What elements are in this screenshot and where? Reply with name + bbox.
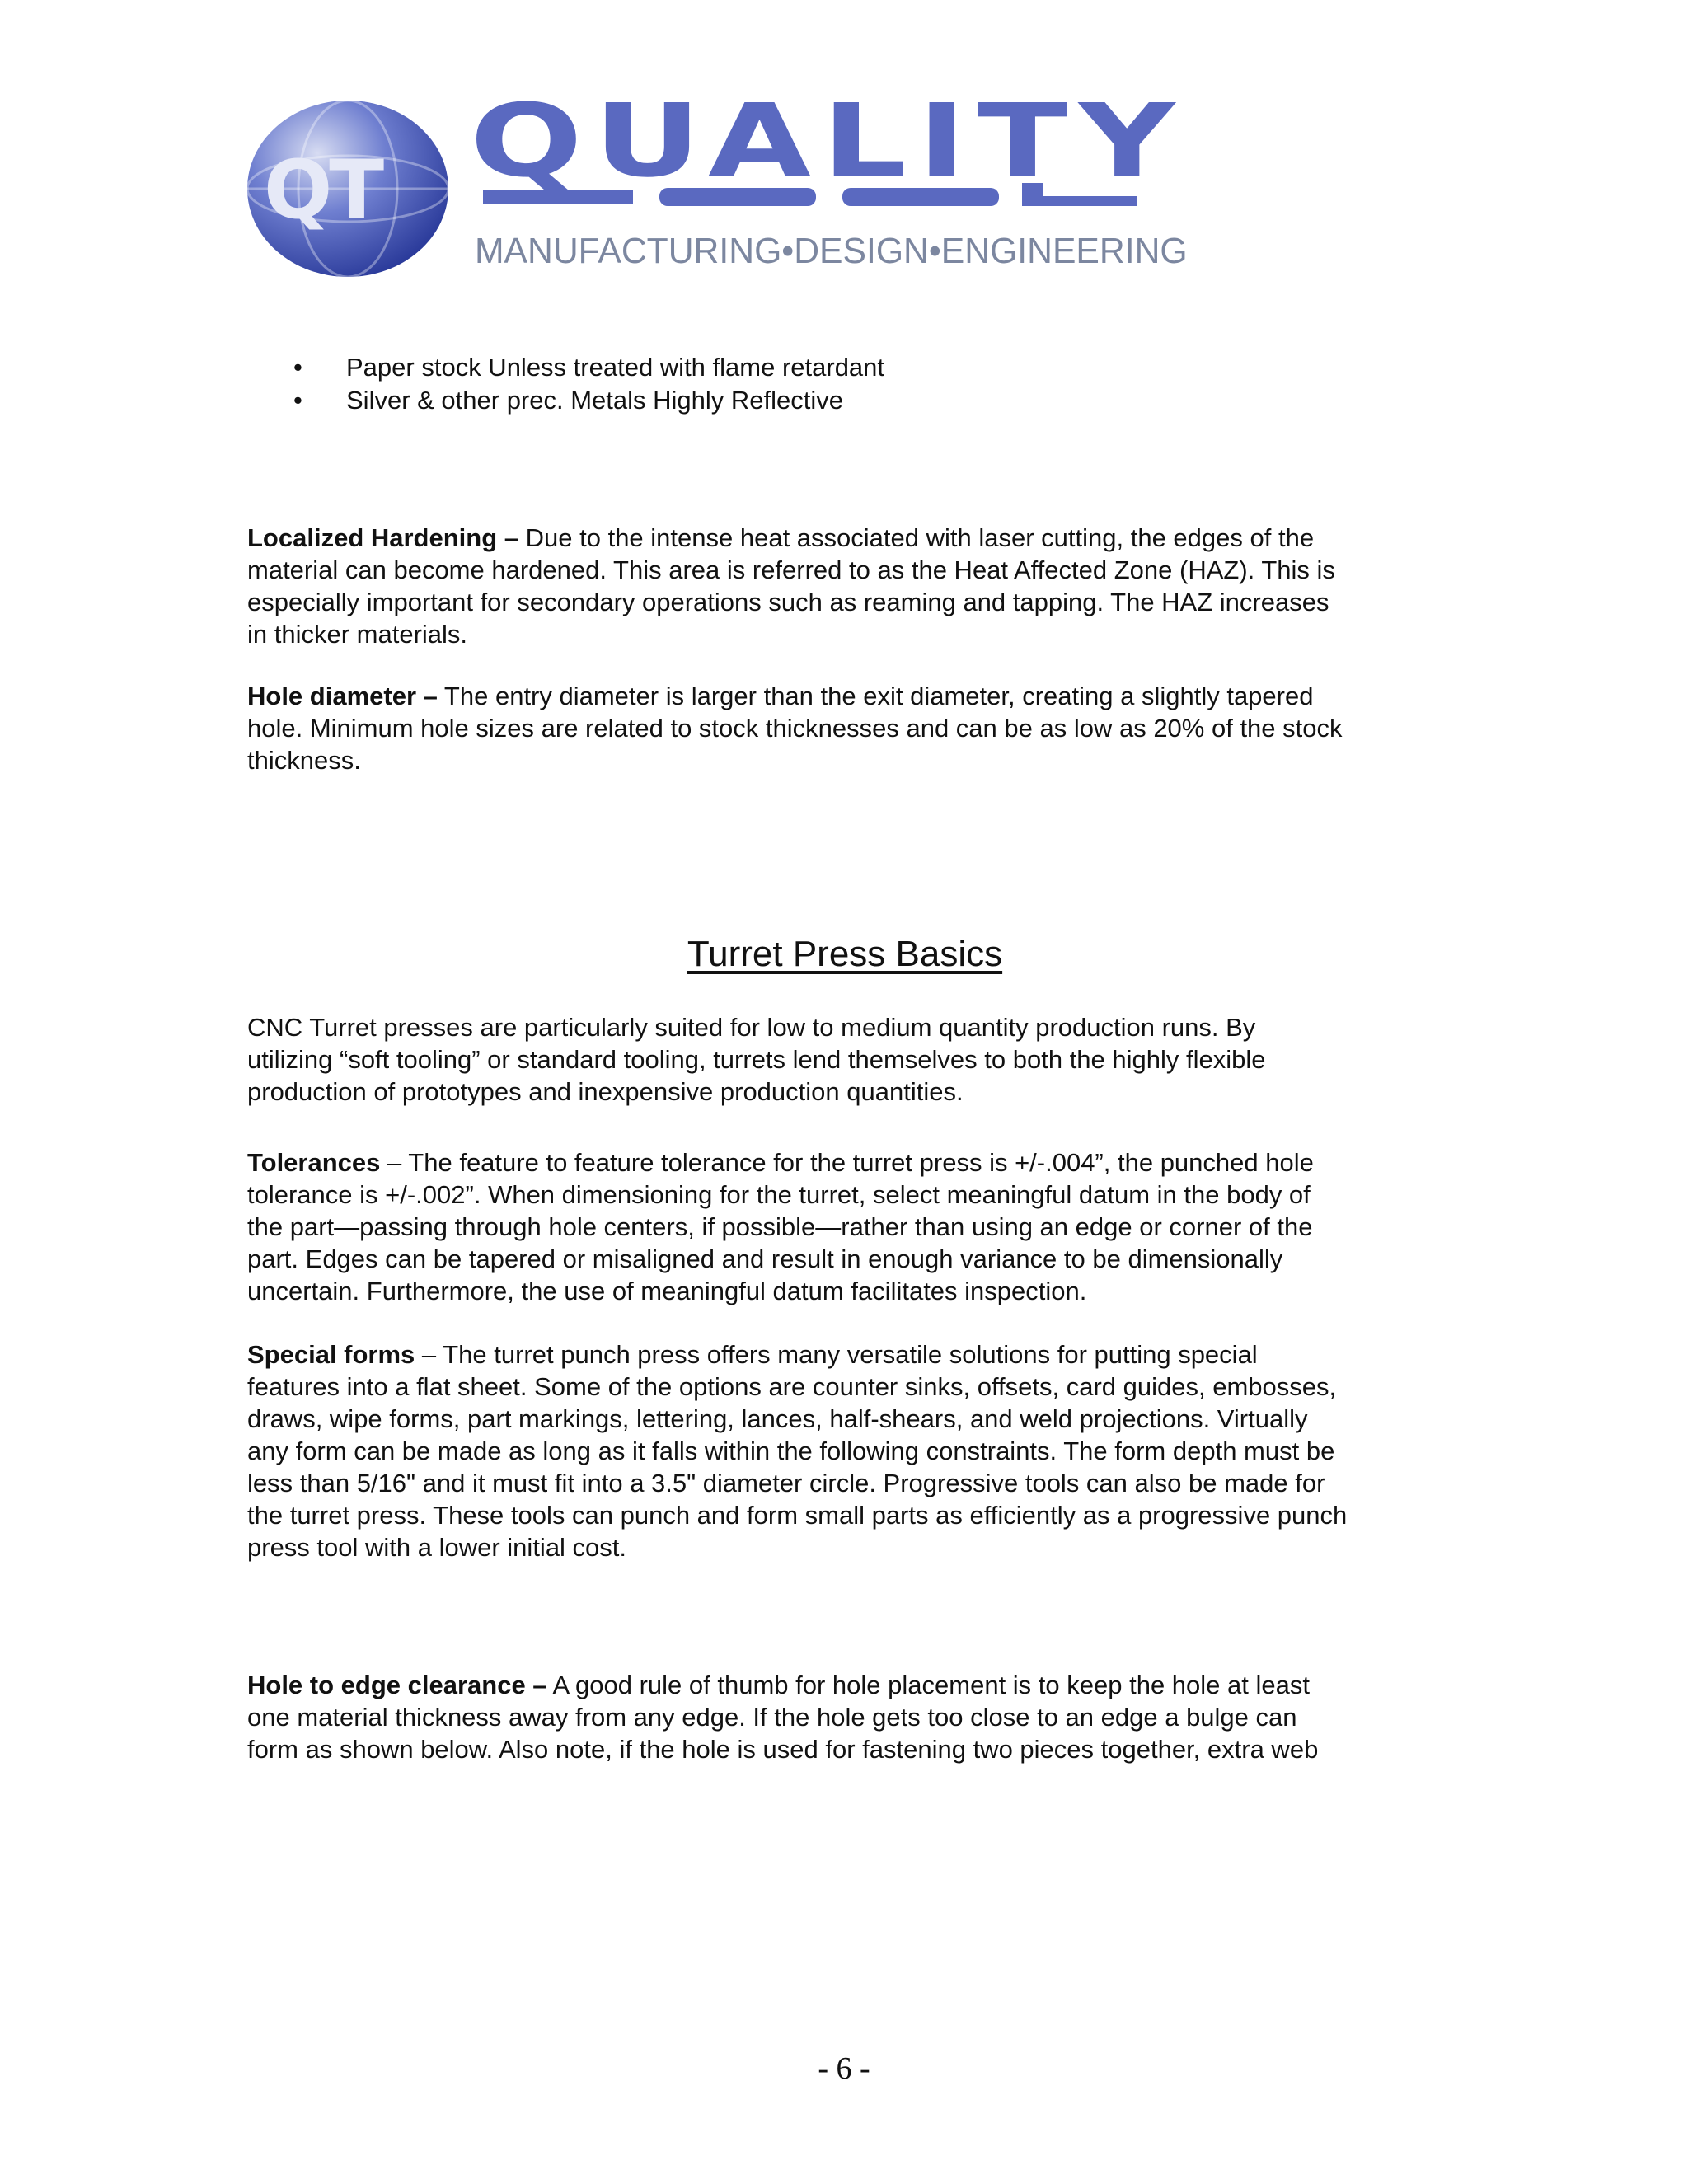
paragraph-line: hole. Minimum hole sizes are related to stock thicknesses and can be as low as 20% of the stock <box>247 714 1343 743</box>
paragraph-line: the turret press. These tools can punch and form small parts as efficiently as a progressive punch <box>247 1501 1348 1530</box>
paragraph-tolerances <box>247 1146 1459 1307</box>
term-label: Hole diameter – <box>247 682 438 710</box>
paragraph-line: – The turret punch press offers many versatile solutions for putting special <box>415 1340 1258 1369</box>
paragraph-line: features into a flat sheet. Some of the options are counter sinks, offsets, card guides, embosses, <box>247 1372 1337 1401</box>
paragraph-line: any form can be made as long as it falls within the following constraints. The form depth must be <box>247 1436 1335 1465</box>
term-label: Tolerances <box>247 1148 381 1177</box>
paragraph-hole-to-edge <box>247 1669 1459 1765</box>
paragraph-localized-hardening <box>247 522 1459 650</box>
term-label: Hole to edge clearance – <box>247 1671 547 1699</box>
bullet-icon: • <box>293 353 302 382</box>
paragraph-line: draws, wipe forms, part markings, lettering, lances, half-shears, and weld projections. Virtually <box>247 1404 1308 1433</box>
paragraph-line: The entry diameter is larger than the exit diameter, creating a slightly tapered <box>437 682 1314 710</box>
paragraph-line: CNC Turret presses are particularly suited for low to medium quantity production runs. By <box>247 1013 1256 1042</box>
paragraph-intro <box>247 1011 1459 1108</box>
page-number: - 6 - <box>818 2051 870 2086</box>
term-label: Localized Hardening – <box>247 523 519 552</box>
paragraph-line: production of prototypes and inexpensive production quantities. <box>247 1077 964 1106</box>
paragraph-line: thickness. <box>247 746 361 775</box>
bullet-icon: • <box>293 386 302 415</box>
paragraph-line: form as shown below. Also note, if the hole is used for fastening two pieces together, extra web <box>247 1735 1319 1764</box>
bullet-text: Silver & other prec. Metals Highly Reflective <box>346 386 844 415</box>
paragraph-line: part. Edges can be tapered or misaligned and result in enough variance to be dimensionally <box>247 1244 1283 1273</box>
paragraph-line: uncertain. Furthermore, the use of meaningful datum facilitates inspection. <box>247 1277 1087 1305</box>
paragraph-line: utilizing “soft tooling” or standard tooling, turrets lend themselves to both the highly flexible <box>247 1045 1266 1074</box>
paragraph-line: less than 5/16" and it must fit into a 3.5" diameter circle. Progressive tools can also be made for <box>247 1469 1325 1497</box>
paragraph-line: Due to the intense heat associated with laser cutting, the edges of the <box>518 523 1315 552</box>
logo-tagline: MANUFACTURING•DESIGN•ENGINEERING <box>475 231 1188 271</box>
paragraph-hole-diameter <box>247 680 1459 776</box>
company-logo <box>247 82 1188 278</box>
section-title: Turret Press Basics <box>687 934 1003 974</box>
paragraph-line: A good rule of thumb for hole placement is to keep the hole at least <box>546 1671 1310 1699</box>
logo-monogram: QT <box>264 143 382 237</box>
paragraph-line: tolerance is +/-.002”. When dimensioning for the turret, select meaningful datum in the body of <box>247 1180 1311 1209</box>
logo-word-quality: QUALITY <box>470 82 1186 199</box>
paragraph-line: especially important for secondary operations such as reaming and tapping. The HAZ increases <box>247 588 1329 616</box>
paragraph-line: in thicker materials. <box>247 620 468 649</box>
paragraph-line: press tool with a lower initial cost. <box>247 1533 627 1562</box>
paragraph-line: one material thickness away from any edge. If the hole gets too close to an edge a bulge can <box>247 1703 1297 1732</box>
paragraph-line: the part—passing through hole centers, if possible—rather than using an edge or corner of the <box>247 1212 1313 1241</box>
bullet-text: Paper stock Unless treated with flame retardant <box>346 353 885 382</box>
paragraph-line: – The feature to feature tolerance for the turret press is +/-.004”, the punched hole <box>380 1148 1314 1177</box>
term-label: Special forms <box>247 1340 415 1369</box>
paragraph-special-forms <box>247 1338 1459 1563</box>
paragraph-line: material can become hardened. This area is referred to as the Heat Affected Zone (HAZ). This is <box>247 555 1335 584</box>
